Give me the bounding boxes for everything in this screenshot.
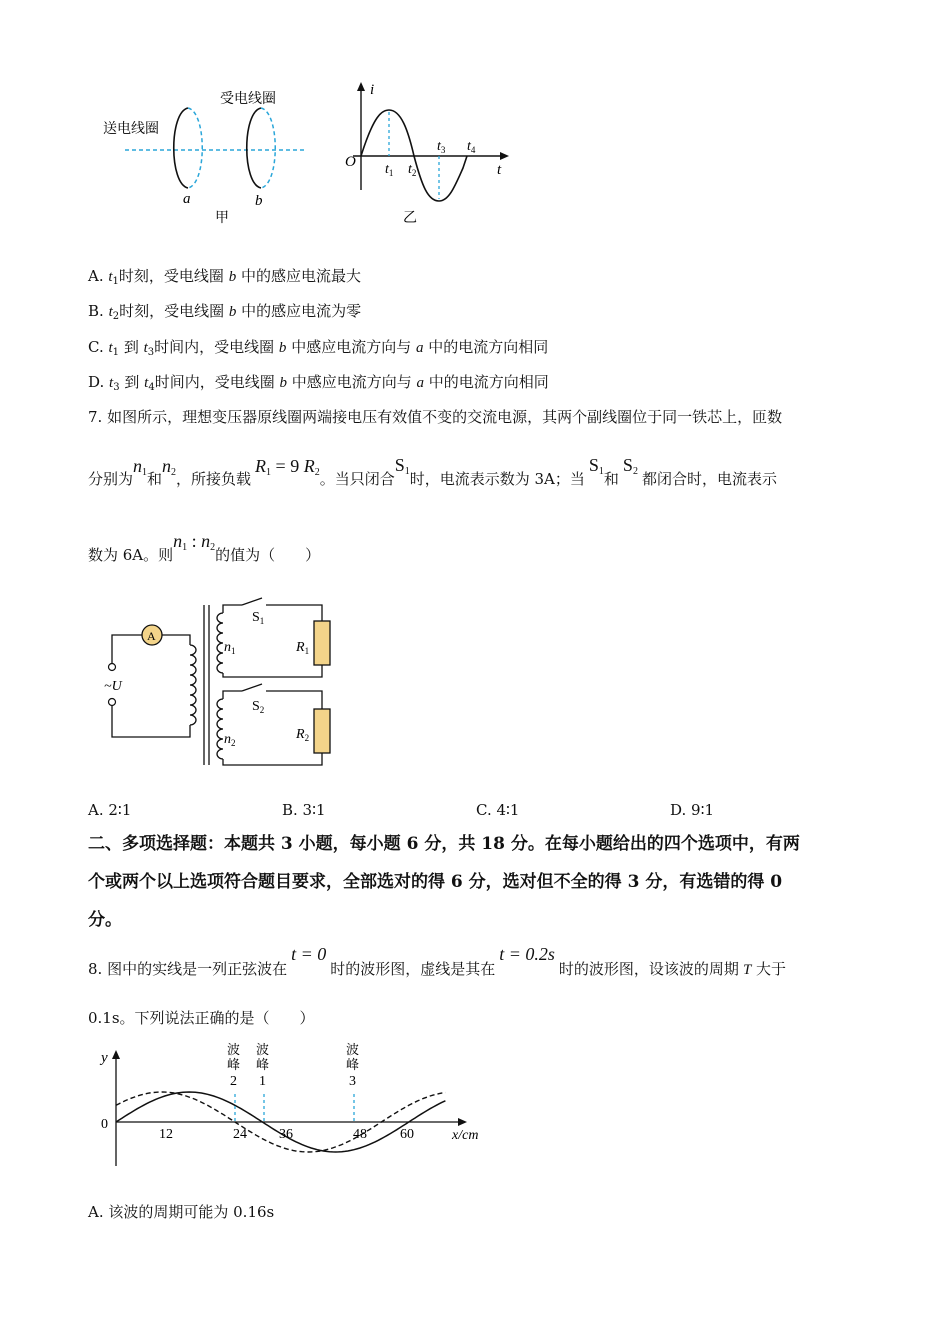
q7-option-c[interactable]: C. 4∶1 — [476, 801, 520, 819]
q6-option-b[interactable]: B. $t_2$时刻，受电线圈 b 中的感应电流为零 — [88, 302, 362, 322]
axis-i-arrow — [357, 82, 365, 91]
coil-a-label: a — [183, 191, 191, 207]
section2-line-2: 个或两个以上选项符合题目要求，全部选对的得 6 分，选对但不全的得 3 分，有选错的得 0 — [88, 872, 783, 892]
resistor-r1 — [314, 621, 330, 665]
figure-transformer-circuit — [100, 595, 340, 770]
t4-label: $t_4$ — [467, 139, 476, 155]
peak2-label-1: 波 — [227, 1043, 241, 1058]
wave-axis-x-arrow — [458, 1118, 467, 1126]
r1-label: $R_1$ — [296, 640, 310, 656]
coil-b-back — [261, 108, 275, 188]
switch-s2 — [242, 684, 262, 691]
s2-label: $S_2$ — [252, 699, 265, 715]
axis-i-label: i — [370, 82, 375, 98]
terminal-bottom — [109, 699, 116, 706]
peak3-label-2: 峰 — [346, 1058, 360, 1073]
wave-axis-y-arrow — [112, 1050, 120, 1059]
peak1-label-1: 波 — [256, 1043, 270, 1058]
section2-line-1: 二、多项选择题：本题共 3 小题，每小题 6 分，共 18 分。在每小题给出的四个选项中，有两 — [88, 834, 800, 854]
q7-line-1: 7. 如图所示，理想变压器原线圈两端接电压有效值不变的交流电源，其两个副线圈位于同一铁芯上，匝数 — [88, 408, 783, 426]
ammeter-label: A — [147, 629, 156, 643]
origin-label: O — [345, 154, 356, 170]
primary-coil — [190, 645, 196, 725]
caption-jia: 甲 — [215, 210, 229, 226]
coil-b-front — [247, 108, 261, 188]
primary-wire-top2 — [162, 635, 190, 645]
tick-24: 24 — [233, 1127, 247, 1142]
t1-label: $t_1$ — [385, 162, 394, 178]
sec2-wire-bottom — [223, 753, 322, 765]
peak1-label-3: 1 — [259, 1074, 266, 1089]
primary-wire-top — [112, 635, 142, 663]
tick-12: 12 — [159, 1127, 173, 1142]
peak1-label-2: 峰 — [256, 1058, 270, 1073]
figure-coils-and-current — [95, 80, 525, 230]
q7-line-3: 数为 6A。则$n_1$ : $n_2$的值为（ ） — [88, 531, 321, 564]
q7-line-2: 分别为$n_1$和$n_2$，所接负载$R_1 = 9$ $R_2$。当只闭合$S_1$时，电流表示数为 3A；当$S_1$和$S_2$ 都闭合时，电流表示 — [88, 455, 777, 488]
sec1-wire-bottom — [223, 665, 322, 677]
secondary-coil-1 — [217, 613, 223, 673]
tick-48: 48 — [353, 1127, 367, 1142]
wave-axis-y-label: y — [101, 1050, 108, 1066]
q8-line-2: 0.1s。下列说法正确的是（ ） — [88, 1009, 315, 1027]
q6-option-d[interactable]: D. $t_3$ 到 $t_4$时间内，受电线圈 b 中感应电流方向与 a 中的电流方向相同 — [88, 373, 549, 393]
n2-label: $n_2$ — [224, 732, 236, 748]
q7-option-d[interactable]: D. 9∶1 — [670, 801, 715, 819]
axis-t-label: t — [497, 162, 502, 178]
coil-a-front — [174, 108, 188, 188]
caption-yi: 乙 — [403, 210, 417, 226]
switch-s1 — [242, 598, 262, 605]
n1-label: $n_1$ — [224, 640, 236, 656]
coil-b-label: b — [255, 193, 263, 209]
recv-coil-label: 受电线圈 — [220, 91, 276, 107]
figure-wave — [95, 1038, 495, 1170]
coil-a-back — [188, 108, 202, 188]
sec2-wire-top — [223, 691, 242, 699]
sec2-wire-top2 — [266, 691, 322, 709]
wave-axis-x-label: x/cm — [452, 1128, 479, 1143]
s1-label: $S_1$ — [252, 610, 265, 626]
secondary-coil-2 — [217, 699, 223, 759]
resistor-r2 — [314, 709, 330, 753]
tick-36: 36 — [279, 1127, 293, 1142]
t2-label: $t_2$ — [408, 162, 417, 178]
axis-t-arrow — [500, 152, 509, 160]
r2-label: $R_2$ — [296, 727, 310, 743]
tick-60: 60 — [400, 1127, 414, 1142]
source-label: ~U — [104, 679, 122, 694]
wave-origin-label: 0 — [101, 1117, 108, 1132]
peak2-label-3: 2 — [230, 1074, 237, 1089]
peak3-label-1: 波 — [346, 1043, 360, 1058]
t3-label: $t_3$ — [437, 139, 446, 155]
q6-option-c[interactable]: C. $t_1$ 到 $t_3$时间内，受电线圈 b 中感应电流方向与 a 中的电流方向相同 — [88, 338, 549, 358]
q7-option-b[interactable]: B. 3∶1 — [282, 801, 326, 819]
q8-line-1: 8. 图中的实线是一列正弦波在t = 0时的波形图，虚线是其在t = 0.2s时的波形图，设该波的周期 T 大于 — [88, 944, 787, 978]
send-coil-label: 送电线圈 — [103, 121, 159, 137]
terminal-top — [109, 664, 116, 671]
primary-wire-bottom — [112, 705, 190, 737]
sec1-wire-top2 — [266, 605, 322, 621]
section2-line-3: 分。 — [88, 910, 122, 930]
peak3-label-3: 3 — [349, 1074, 356, 1089]
sec1-wire-top — [223, 605, 242, 613]
q6-option-a[interactable]: A. $t_1$时刻，受电线圈 b 中的感应电流最大 — [88, 267, 361, 287]
q8-option-a[interactable]: A. 该波的周期可能为 0.16s — [88, 1203, 275, 1221]
q7-option-a[interactable]: A. 2∶1 — [88, 801, 132, 819]
peak2-label-2: 峰 — [227, 1058, 241, 1073]
